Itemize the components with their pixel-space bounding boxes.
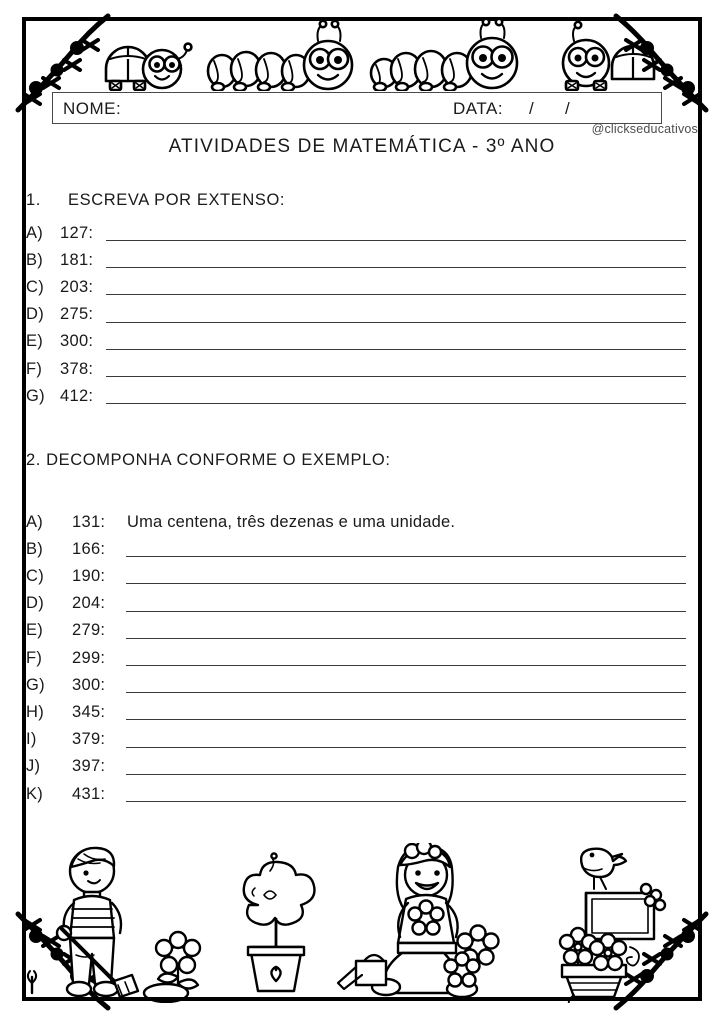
bird-icon (581, 849, 626, 889)
top-illustration-bugs (26, 19, 698, 91)
answer-line[interactable] (106, 293, 686, 295)
answer-line[interactable] (106, 348, 686, 350)
question-letter: K) (26, 784, 44, 803)
question-row (26, 219, 686, 241)
answer-line[interactable] (126, 718, 686, 720)
answer-line[interactable] (126, 773, 686, 775)
question-number: 279: (72, 621, 106, 640)
bottom-illustration-garden (26, 843, 698, 1003)
question-letter: E) (26, 621, 44, 640)
question-number: 299: (72, 648, 106, 667)
answer-line[interactable] (106, 321, 686, 323)
answer-line[interactable] (126, 582, 686, 584)
question-row (26, 273, 686, 295)
question-letter: C) (26, 277, 45, 296)
section-1-number: 1. (26, 191, 41, 209)
question-letter: I) (26, 730, 37, 749)
question-row (26, 671, 686, 693)
caterpillar-icon-1 (208, 21, 352, 91)
question-number: 190: (72, 566, 106, 585)
question-row (26, 590, 686, 612)
question-row (26, 562, 686, 584)
question-row (26, 508, 686, 530)
name-date-box[interactable] (52, 92, 662, 124)
question-letter: F) (26, 359, 43, 378)
question-number: 166: (72, 539, 106, 558)
answer-line[interactable] (126, 610, 686, 612)
date-label: DATA: (453, 99, 504, 118)
answer-line[interactable] (106, 239, 686, 241)
question-number: 431: (72, 784, 106, 803)
question-row (26, 617, 686, 639)
boy-with-rake-illustration (57, 848, 200, 1002)
question-letter: B) (26, 250, 44, 269)
question-number: 127: (60, 223, 94, 242)
question-row (26, 535, 686, 557)
question-letter: D) (26, 305, 45, 324)
question-letter: C) (26, 566, 45, 585)
question-number: 275: (60, 305, 94, 324)
girl-with-flowers-illustration (338, 843, 499, 997)
question-number: 397: (72, 757, 106, 776)
section-1-heading (26, 191, 285, 210)
beetle-icon-2 (563, 22, 654, 90)
question-letter: F) (26, 648, 43, 667)
question-row (26, 726, 686, 748)
question-number: 379: (72, 730, 106, 749)
question-letter: B) (26, 539, 44, 558)
question-row (26, 301, 686, 323)
question-row (26, 328, 686, 350)
answer-line[interactable] (126, 691, 686, 693)
answer-line[interactable] (106, 402, 686, 404)
answer-line[interactable] (126, 555, 686, 557)
example-answer: Uma centena, três dezenas e uma unidade. (127, 512, 456, 531)
page-title: ATIVIDADES DE MATEMÁTICA - 3º ANO (168, 136, 556, 157)
answer-line[interactable] (126, 637, 686, 639)
potted-tree-illustration (244, 853, 315, 991)
question-number: 181: (60, 250, 94, 269)
question-number: 300: (60, 332, 94, 351)
answer-line[interactable] (126, 800, 686, 802)
question-letter: G) (26, 675, 45, 694)
question-letter: H) (26, 702, 45, 721)
question-row (26, 355, 686, 377)
sprout-icon (28, 971, 36, 993)
question-row (26, 644, 686, 666)
answer-line[interactable] (106, 266, 686, 268)
question-row (26, 753, 686, 775)
question-number: 131: (72, 512, 106, 531)
section-2-heading: 2. DECOMPONHA CONFORME O EXEMPLO: (26, 451, 391, 469)
name-label: NOME: (63, 99, 122, 118)
question-letter: E) (26, 332, 44, 351)
question-number: 300: (72, 675, 106, 694)
flowerpot-sign-bird-illustration (560, 849, 665, 1003)
date-separator-2: / (565, 99, 571, 118)
question-row (26, 382, 686, 404)
caterpillar-icon-2 (371, 19, 517, 91)
question-row (26, 246, 686, 268)
question-row (26, 698, 686, 720)
beetle-icon (106, 44, 191, 90)
question-number: 378: (60, 359, 94, 378)
date-separator-1: / (529, 99, 535, 118)
question-row (26, 780, 686, 802)
question-letter: G) (26, 386, 45, 405)
question-letter: D) (26, 594, 45, 613)
watermark-credit: @clickseducativos (591, 122, 698, 136)
question-number: 203: (60, 277, 94, 296)
section-1-label: ESCREVA POR EXTENSO: (68, 191, 286, 209)
question-letter: J) (26, 757, 41, 776)
answer-line[interactable] (126, 664, 686, 666)
question-number: 345: (72, 702, 106, 721)
answer-line[interactable] (106, 375, 686, 377)
question-number: 204: (72, 594, 106, 613)
question-letter: A) (26, 223, 44, 242)
answer-line[interactable] (126, 746, 686, 748)
question-number: 412: (60, 386, 94, 405)
question-letter: A) (26, 512, 44, 531)
